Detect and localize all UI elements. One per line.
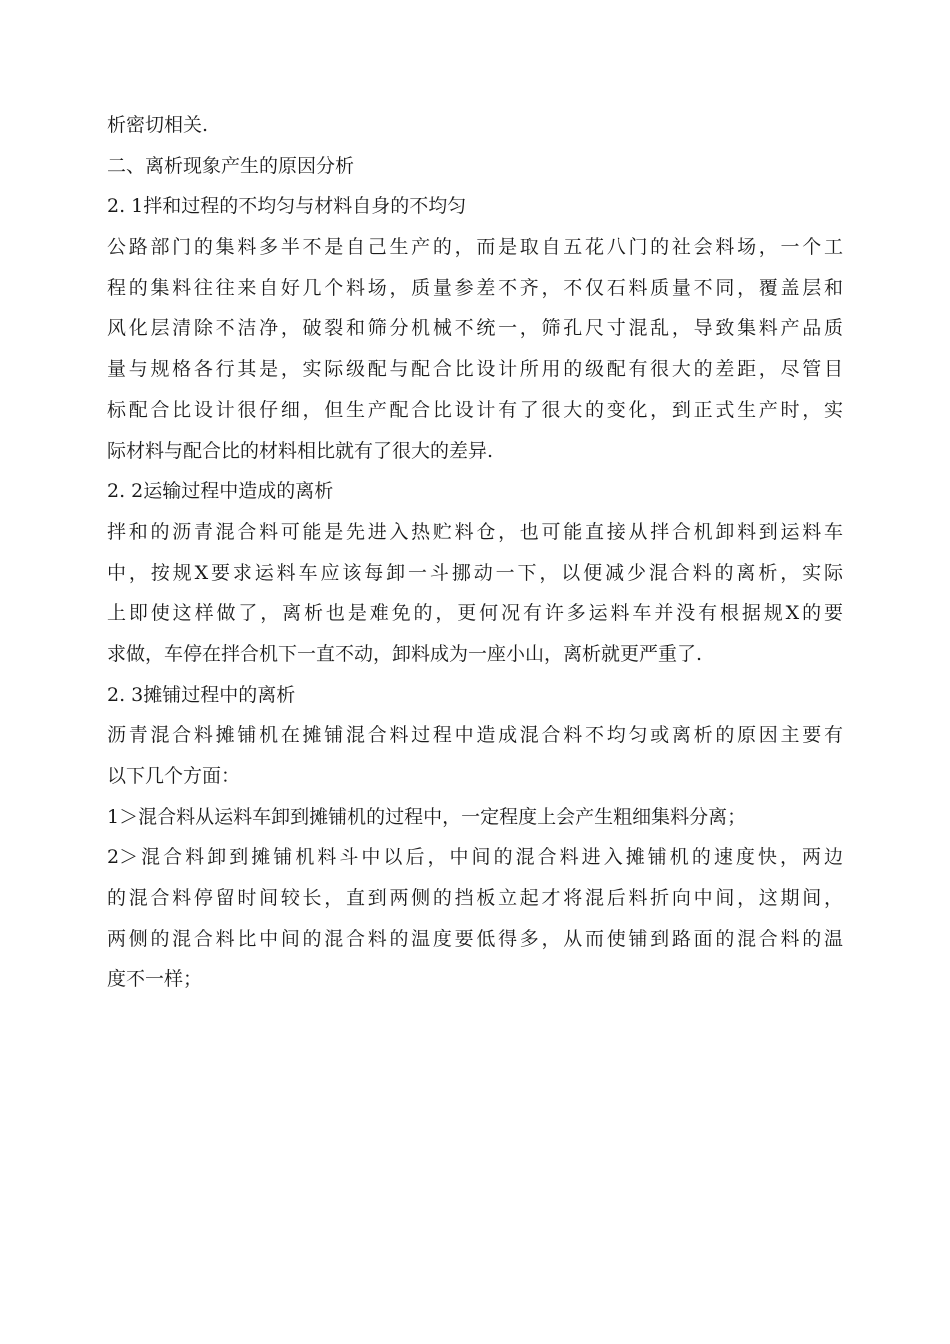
body-text-line: 公路部门的集料多半不是自己生产的，而是取自五花八门的社会料场，一个工	[107, 236, 843, 259]
body-text-line: 拌和的沥青混合料可能是先进入热贮料仓，也可能直接从拌合机卸料到运料车	[107, 520, 843, 543]
body-text-line: 求做，车停在拌合机下一直不动，卸料成为一座小山，离析就更严重了.	[107, 642, 703, 665]
document-body	[107, 105, 843, 1000]
subsection-heading: 2. 3摊铺过程中的离析	[107, 683, 296, 706]
list-item-line: 1＞混合料从运料车卸到摊铺机的过程中，一定程度上会产生粗细集料分离；	[107, 805, 747, 828]
list-item-line: 2＞混合料卸到摊铺机料斗中以后，中间的混合料进入摊铺机的速度快，两边	[107, 846, 843, 869]
body-text-line: 标配合比设计很仔细，但生产配合比设计有了很大的变化，到正式生产时，实	[107, 398, 843, 421]
paragraph-end-line: 析密切相关.	[107, 114, 209, 136]
subsection-heading: 2. 1拌和过程的不均匀与材料自身的不均匀	[107, 195, 467, 218]
section-heading: 二、离析现象产生的原因分析	[107, 154, 355, 177]
body-text-line: 风化层清除不洁净，破裂和筛分机械不统一，筛孔尺寸混乱，导致集料产品质	[107, 317, 843, 340]
body-text-line: 上即使这样做了，离析也是难免的，更何况有许多运料车并没有根据规X的要	[107, 602, 843, 625]
body-text-line: 程的集料往往来自好几个料场，质量参差不齐，不仅石料质量不同，覆盖层和	[107, 276, 843, 299]
body-text-line: 量与规格各行其是，实际级配与配合比设计所用的级配有很大的差距，尽管目	[107, 358, 843, 381]
list-item-line: 度不一样；	[107, 968, 203, 991]
subsection-heading: 2. 2运输过程中造成的离析	[107, 480, 334, 503]
body-text-line: 际材料与配合比的材料相比就有了很大的差异.	[107, 439, 494, 462]
list-item-line: 两侧的混合料比中间的混合料的温度要低得多，从而使铺到路面的混合料的温	[107, 927, 843, 950]
body-text-line: 以下几个方面：	[107, 765, 241, 787]
body-text-line: 沥青混合料摊铺机在摊铺混合料过程中造成混合料不均匀或离析的原因主要有	[107, 724, 843, 747]
list-item-line: 的混合料停留时间较长，直到两侧的挡板立起才将混后料折向中间，这期间，	[107, 887, 843, 910]
body-text-line: 中，按规X要求运料车应该每卸一斗挪动一下，以便减少混合料的离析，实际	[107, 561, 843, 584]
